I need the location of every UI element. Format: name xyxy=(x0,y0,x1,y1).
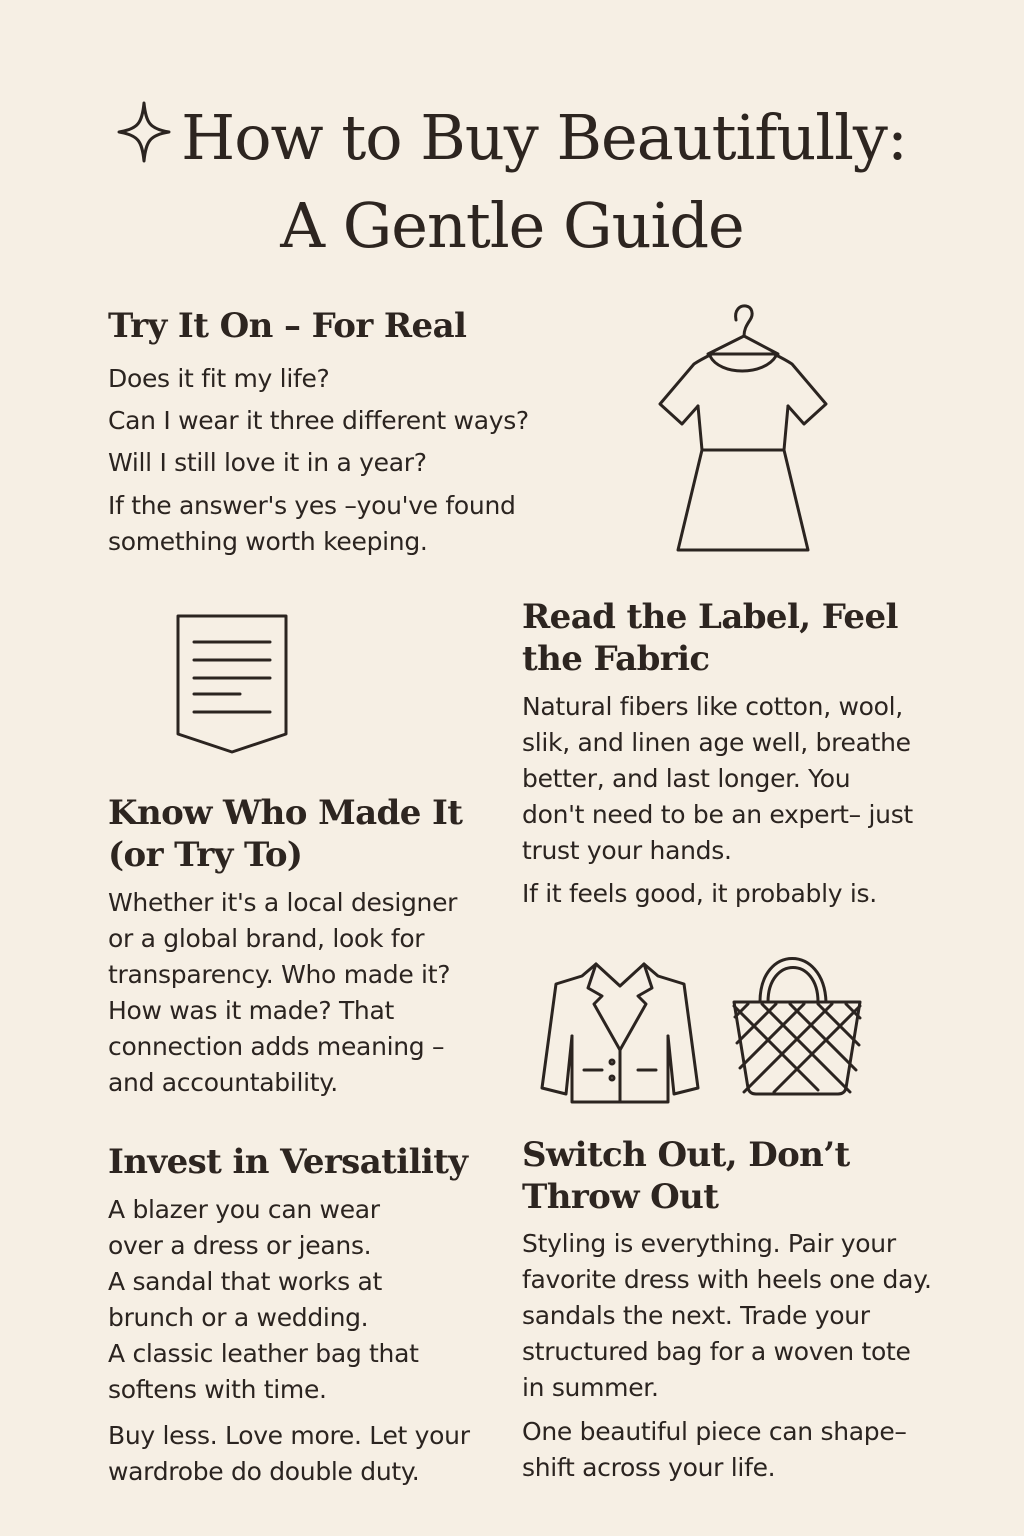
who-made-line: and accountability. xyxy=(108,1068,338,1097)
switch-out-line: sandals the next. Trade your xyxy=(522,1301,870,1330)
versatility-line: brunch or a wedding. xyxy=(108,1303,369,1332)
who-made-line: transparency. Who made it? xyxy=(108,960,451,989)
versatility-closing-line: wardrobe do double duty. xyxy=(108,1457,420,1486)
label-fabric-line: slik, and linen age well, breathe xyxy=(522,728,911,757)
who-made-line: or a global brand, look for xyxy=(108,924,425,953)
switch-out-line: favorite dress with heels one day. xyxy=(522,1265,932,1294)
who-made-heading-line: Know Who Made It xyxy=(108,793,463,833)
versatility-line: A sandal that works at xyxy=(108,1267,383,1296)
switch-out-closing-line: One beautiful piece can shape– xyxy=(522,1417,907,1446)
who-made-body xyxy=(108,885,457,1101)
switch-out-closing-line: shift across your life. xyxy=(522,1453,776,1482)
who-made-heading xyxy=(108,792,462,876)
label-fabric-heading-line: the Fabric xyxy=(522,639,710,679)
label-fabric-line: Natural fibers like cotton, wool, xyxy=(522,692,903,721)
switch-out-closing xyxy=(522,1414,907,1486)
try-on-closing-line: If the answer's yes –you've found xyxy=(108,491,516,520)
title-line-1: How to Buy Beautifully: xyxy=(181,101,907,174)
try-on-heading: Try It On – For Real xyxy=(108,306,467,346)
versatility-line: A classic leather bag that xyxy=(108,1339,419,1368)
label-fabric-line: don't need to be an expert– just xyxy=(522,800,913,829)
switch-out-body xyxy=(522,1226,932,1406)
who-made-line: connection adds meaning – xyxy=(108,1032,445,1061)
try-on-line: Will I still love it in a year? xyxy=(108,448,427,477)
dress-on-hanger-icon xyxy=(650,300,840,564)
switch-out-line: Styling is everything. Pair your xyxy=(522,1229,896,1258)
try-on-body xyxy=(108,358,529,484)
versatility-heading: Invest in Versatility xyxy=(108,1142,468,1182)
switch-out-heading-line: Throw Out xyxy=(522,1177,719,1217)
woven-tote-icon xyxy=(728,940,868,1104)
versatility-closing-line: Buy less. Love more. Let your xyxy=(108,1421,470,1450)
switch-out-heading xyxy=(522,1134,850,1218)
who-made-heading-line: (or Try To) xyxy=(108,835,303,875)
versatility-line: A blazer you can wear xyxy=(108,1195,380,1224)
try-on-line: Can I wear it three different ways? xyxy=(108,406,529,435)
label-fabric-heading-line: Read the Label, Feel xyxy=(522,597,898,637)
try-on-line: Does it fit my life? xyxy=(108,364,330,393)
try-on-closing-line: something worth keeping. xyxy=(108,527,428,556)
blazer-icon xyxy=(536,958,706,1112)
who-made-line: How was it made? That xyxy=(108,996,394,1025)
who-made-line: Whether it's a local designer xyxy=(108,888,458,917)
label-fabric-line: trust your hands. xyxy=(522,836,732,865)
label-fabric-heading xyxy=(522,596,898,680)
try-on-closing xyxy=(108,488,516,560)
switch-out-heading-line: Switch Out, Don’t xyxy=(522,1135,850,1175)
clothing-label-icon xyxy=(170,610,295,762)
switch-out-line: structured bag for a woven tote xyxy=(522,1337,911,1366)
versatility-body xyxy=(108,1192,419,1408)
label-fabric-body xyxy=(522,689,913,869)
label-fabric-closing: If it feels good, it probably is. xyxy=(522,879,877,908)
sparkle-icon xyxy=(117,100,171,184)
label-fabric-line: better, and last longer. You xyxy=(522,764,851,793)
page-title xyxy=(0,96,1024,268)
versatility-closing xyxy=(108,1418,470,1490)
switch-out-line: in summer. xyxy=(522,1373,659,1402)
title-line-2: A Gentle Guide xyxy=(280,189,744,262)
versatility-line: over a dress or jeans. xyxy=(108,1231,372,1260)
versatility-line: softens with time. xyxy=(108,1375,327,1404)
